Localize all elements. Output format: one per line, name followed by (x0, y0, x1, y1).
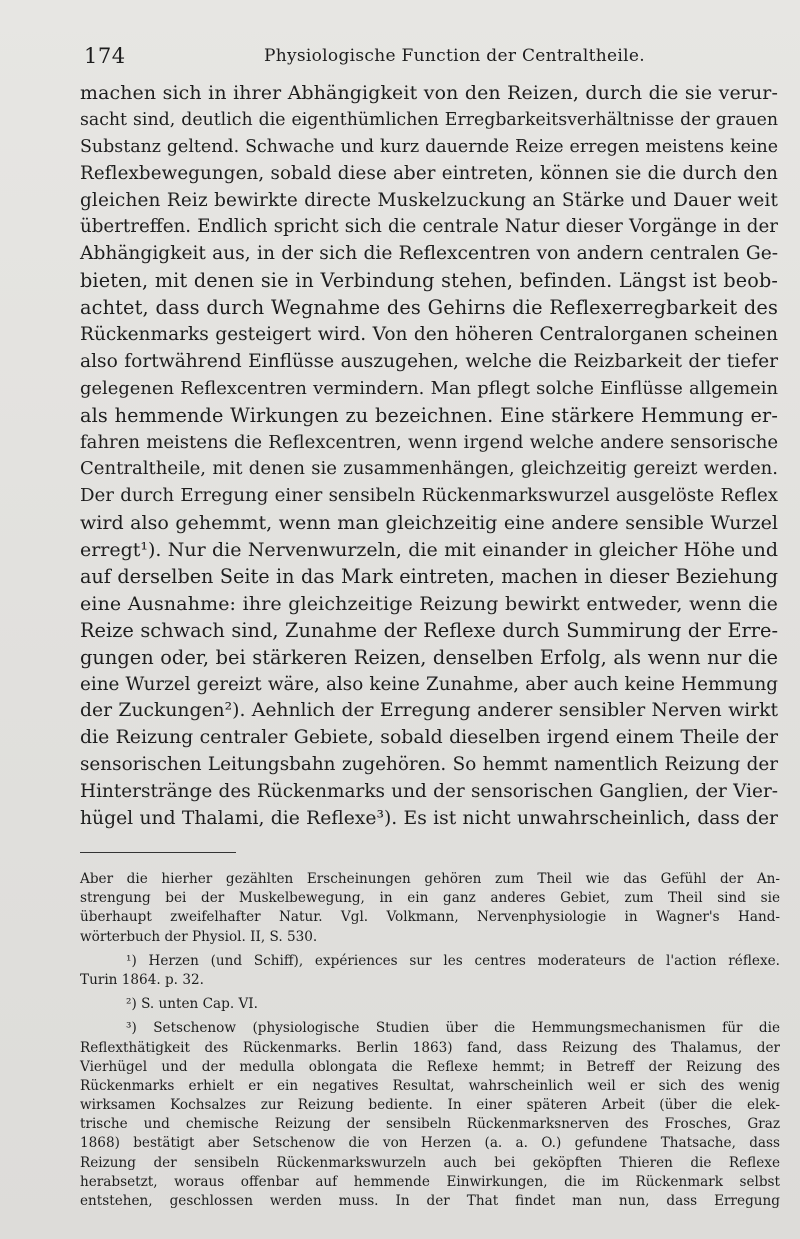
body-line: machen sich in ihrer Abhängigkeit von den Reizen, durch die sie verur- (80, 82, 778, 104)
running-header (84, 40, 774, 72)
body-line: eine Ausnahme: ihre gleichzeitige Reizung bewirkt entweder, wenn die (80, 592, 778, 615)
main-paragraph (80, 80, 778, 833)
footnote-line: überhaupt zweifelhafter Natur. Vgl. Volkmann, Nervenphysiologie in Wagner's Hand- (80, 909, 780, 926)
body-line: achtet, dass durch Wegnahme des Gehirns die Reflexerregbarkeit des (80, 296, 778, 320)
body-line: eine Wurzel gereizt wäre, also keine Zunahme, aber auch keine Hemmung (80, 673, 778, 695)
body-line: Centraltheile, mit denen sie zusammenhängen, gleichzeitig gereizt werden. (80, 458, 778, 480)
footnote-line: Reizung der sensibeln Rückenmarkswurzeln auch bei geköpften Thieren die Reflexe (80, 1154, 780, 1171)
body-line: wird also gehemmt, wenn man gleichzeitig eine andere sensible Wurzel (80, 512, 778, 535)
body-line: der Zuckungen²). Aehnlich der Erregung anderer sensibler Nerven wirkt (80, 700, 778, 722)
body-line: die Reizung centraler Gebiete, sobald dieselben irgend einem Theile der (80, 727, 778, 749)
footnote-line: herabsetzt, woraus offenbar auf hemmende Einwirkungen, die im Rückenmark selbst (80, 1173, 780, 1190)
footnote-2: ²) S. unten Cap. VI. (126, 996, 258, 1013)
page-number: 174 (84, 44, 126, 68)
body-line: sacht sind, deutlich die eigenthümlichen Erregbarkeitsverhältnisse der grauen (80, 109, 778, 130)
footnote-line: entstehen, geschlossen werden muss. In der That findet man nun, dass Erregung (80, 1193, 780, 1209)
body-line: als hemmende Wirkungen zu bezeichnen. Eine stärkere Hemmung er- (80, 403, 778, 427)
footnote-3: ³) Setschenow (physiologische Studien über die Hemmungsmechanismen für die (126, 1020, 780, 1037)
body-line: erregt¹). Nur die Nervenwurzeln, die mit einander in gleicher Höhe und (80, 539, 778, 562)
body-line: also fortwährend Einflüsse auszugehen, welche die Reizbarkeit der tiefer (80, 350, 778, 372)
body-line: Hinterstränge des Rückenmarks und der sensorischen Ganglien, der Vier- (80, 781, 778, 803)
body-line: Abhängigkeit aus, in der sich die Reflexcentren von andern centralen Ge- (80, 243, 778, 265)
body-line: Substanz geltend. Schwache und kurz dauernde Reize erregen meistens keine (80, 136, 778, 157)
footnote-line: strengung bei der Muskelbewegung, in ein ganz anderes Gebiet, zum Theil sind sie (80, 890, 780, 907)
body-line: Der durch Erregung einer sensibeln Rückenmarkswurzel ausgelöste Reflex (80, 485, 778, 507)
body-line: hügel und Thalami, die Reflexe³). Es ist nicht unwahrscheinlich, dass der (80, 808, 778, 830)
body-line: bieten, mit denen sie in Verbindung stehen, befinden. Längst ist beob- (80, 269, 778, 293)
body-line: gelegenen Reflexcentren vermindern. Man pflegt solche Einflüsse allgemein (80, 377, 778, 399)
body-line: Reflexbewegungen, sobald diese aber eintreten, können sie die durch den (80, 162, 778, 184)
footnote-line: Rückenmarks erhielt er ein negatives Resultat, wahrscheinlich weil er sich des wenig (80, 1077, 780, 1094)
body-line: Rückenmarks gesteigert wird. Von den höheren Centralorganen scheinen (80, 324, 778, 346)
footnote-line: Aber die hierher gezählten Erscheinungen gehören zum Theil wie das Gefühl der An- (80, 871, 780, 887)
footnote-line: Reflexthätigkeit des Rückenmarks. Berlin 1863) fand, dass Reizung des Thalamus, der (80, 1039, 780, 1056)
footnote-line: wirksamen Kochsalzes zur Reizung bediente. In einer späteren Arbeit (über die elek- (80, 1097, 780, 1114)
footnote-line: wörterbuch der Physiol. II, S. 530. (80, 928, 318, 945)
body-line: fahren meistens die Reflexcentren, wenn irgend welche andere sensorische (80, 431, 778, 453)
body-line: sensorischen Leitungsbahn zugehören. So hemmt namentlich Reizung der (80, 754, 778, 776)
body-line: Reize schwach sind, Zunahme der Reflexe durch Summirung der Erre- (80, 618, 778, 642)
footnote-line: 1868) bestätigt aber Setschenow die von Herzen (a. a. O.) gefundene Thatsache, dass (80, 1135, 780, 1152)
body-line: gleichen Reiz bewirkte directe Muskelzuckung an Stärke und Dauer weit (80, 189, 778, 211)
body-line: gungen oder, bei stärkeren Reizen, denselben Erfolg, als wenn nur die (80, 645, 778, 669)
footnote-separator (80, 852, 236, 853)
body-line: übertreffen. Endlich spricht sich die centrale Natur dieser Vorgänge in der (80, 216, 778, 238)
running-title: Physiologische Function der Centraltheile. (264, 46, 645, 66)
footnote-1: ¹) Herzen (und Schiff), expériences sur les centres moderateurs de l'action réflexe. (126, 952, 780, 969)
footnote-line: trische und chemische Reizung der sensibeln Rückenmarksnerven des Frosches, Graz (80, 1116, 780, 1133)
body-line: auf derselben Seite in das Mark eintreten, machen in dieser Beziehung (80, 565, 778, 589)
footnote-line: Turin 1864. p. 32. (80, 971, 204, 988)
footnotes (80, 870, 780, 1211)
footnote-line: Vierhügel und der medulla oblongata die Reflexe hemmt; in Betreff der Reizung des (80, 1058, 780, 1075)
